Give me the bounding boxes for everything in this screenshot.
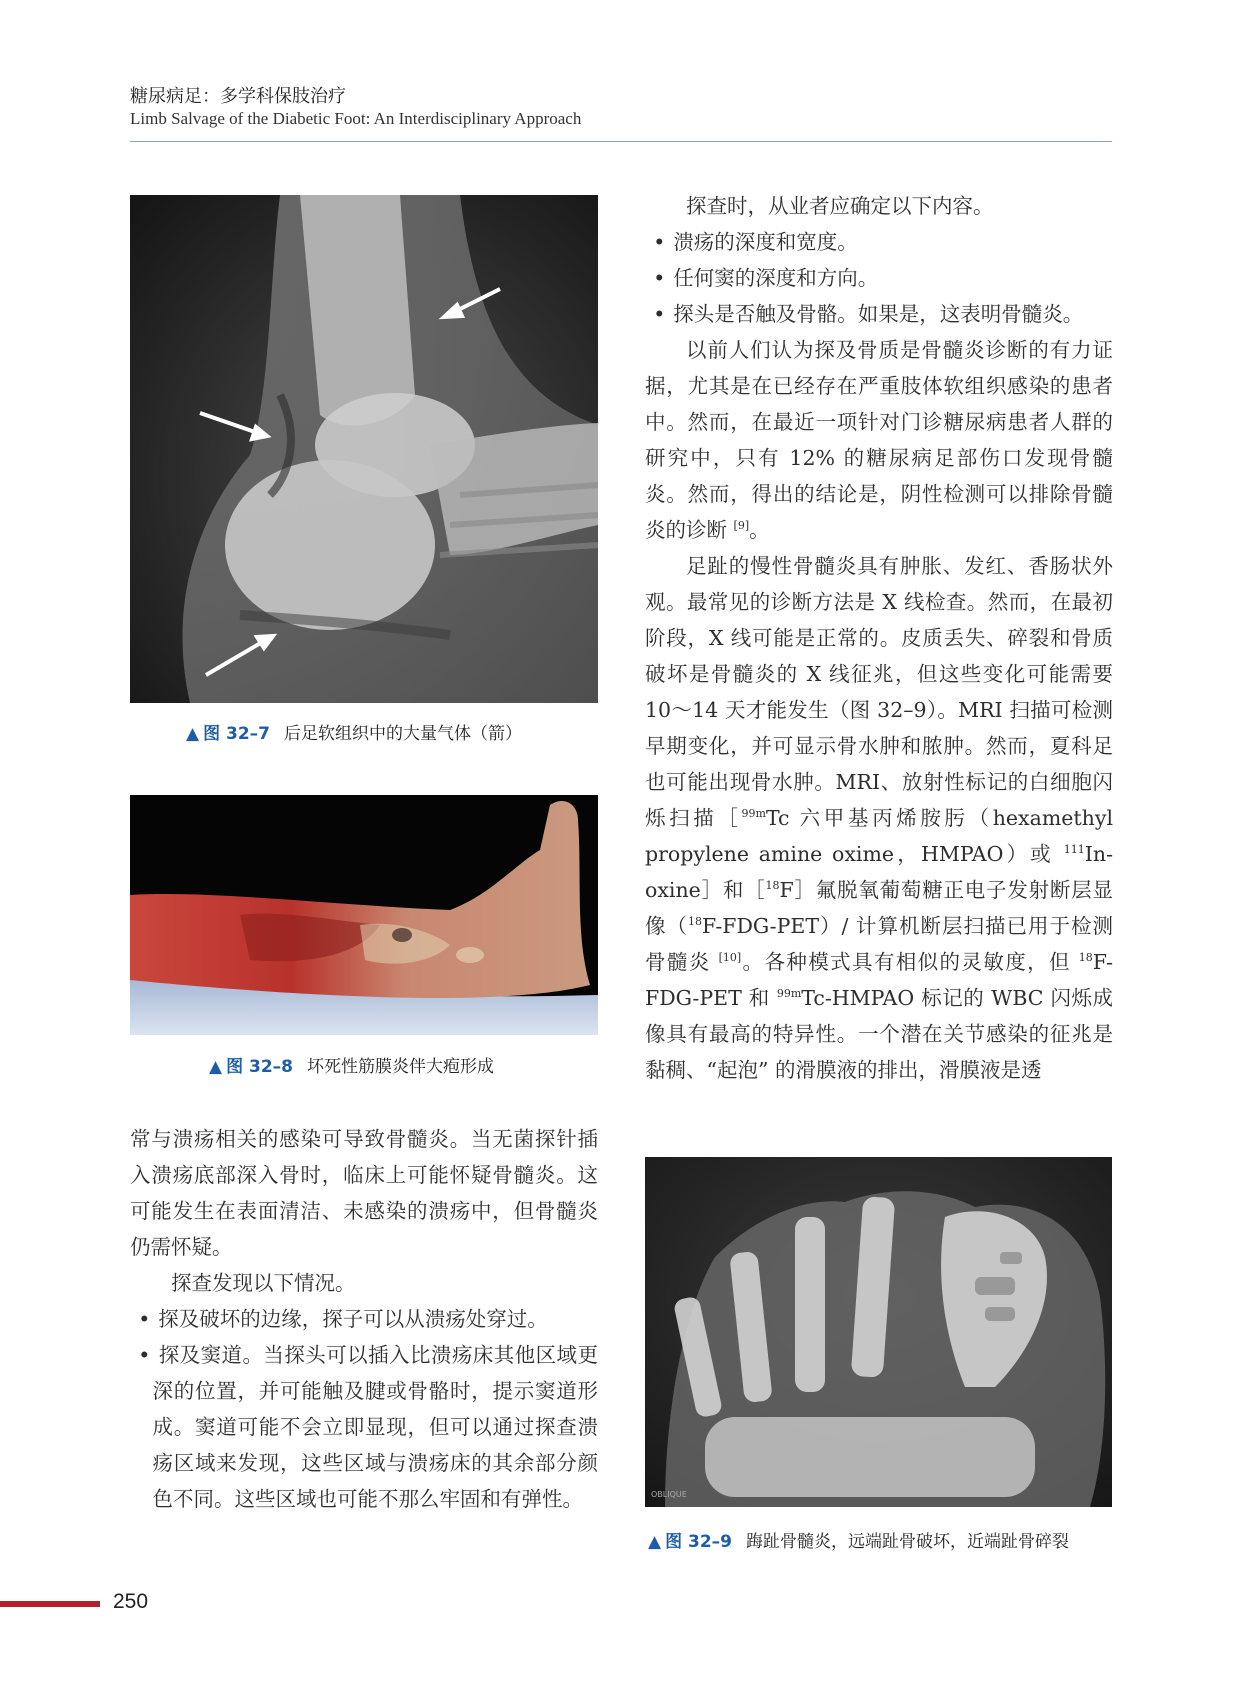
running-header-en: Limb Salvage of the Diabetic Foot: An Interdisciplinary Approach [130, 109, 582, 128]
bullet-item: • 探及破坏的边缘，探子可以从溃疡处穿过。 [130, 1301, 598, 1337]
header-divider [130, 141, 1112, 142]
xray-watermark: OBLIQUE [651, 1490, 687, 1499]
paragraph: 探查时，从业者应确定以下内容。 [686, 194, 994, 218]
bullet-item: • 探及窦道。当探头可以插入比溃疡床其他区域更深的位置，并可能触及腱或骨骼时，提示窦道形成。窦道可能不会立即显现，但可以通过探查溃疡区域来发现，这些区域与溃疡床的其余部分颜色不同。这些区域也可能不那么牢固和有弹性。 [130, 1337, 598, 1517]
figure-number: 图 32–8 [226, 1057, 293, 1077]
left-text-column [130, 1121, 598, 1517]
caption-text: 坏死性筋膜炎伴大疱形成 [306, 1057, 494, 1077]
triangle-marker-icon: ▲ [648, 1532, 662, 1552]
bullet-item: • 任何窦的深度和方向。 [645, 260, 1113, 296]
bullet-item: • 探头是否触及骨骼。如果是，这表明骨髓炎。 [645, 296, 1113, 332]
figure-32-7-caption [186, 719, 522, 744]
figure-32-8-photo [130, 795, 598, 1035]
paragraph: 以前人们认为探及骨质是骨髓炎诊断的有力证据，尤其是在已经存在严重肢体软组织感染的患者中。然而，在最近一项针对门诊糖尿病患者人群的研究中，只有 12% 的糖尿病足部伤口发现骨髓炎。然而，得出的结论是，阴性检测可以排除骨髓炎的诊断 [9]。 [645, 338, 1113, 542]
footer-accent-bar [0, 1601, 100, 1607]
paragraph: 常与溃疡相关的感染可导致骨髓炎。当无菌探针插入溃疡底部深入骨时，临床上可能怀疑骨髓炎。这可能发生在表面清洁、未感染的溃疡中，但骨髓炎仍需怀疑。 [130, 1127, 598, 1259]
leg-photo-image [130, 795, 598, 1035]
xray-hindfoot-image [130, 195, 598, 703]
figure-number: 图 32–9 [665, 1532, 732, 1552]
right-text-column [645, 188, 1113, 1088]
caption-text: 踇趾骨髓炎，远端趾骨破坏，近端趾骨碎裂 [745, 1532, 1069, 1552]
figure-number: 图 32–7 [203, 724, 270, 744]
bullet-item: • 溃疡的深度和宽度。 [645, 224, 1113, 260]
citation-ref: [10] [718, 951, 742, 965]
triangle-marker-icon: ▲ [186, 724, 200, 744]
citation-ref: [9] [733, 519, 750, 533]
figure-32-9-caption [648, 1527, 1069, 1552]
page-number: 250 [113, 1590, 149, 1613]
xray-forefoot-image [645, 1157, 1112, 1507]
paragraph: 足趾的慢性骨髓炎具有肿胀、发红、香肠状外观。最常见的诊断方法是 X 线检查。然而，在最初阶段，X 线可能是正常的。皮质丢失、碎裂和骨质破坏是骨髓炎的 X 线征兆，但这些变化可能需要 10～14 天才能发生（图 32–9）。MRI 扫描可检测早期变化，并可显示骨水肿和脓肿。然而，夏科足也可能出现骨水肿。MRI、放射性标记的白细胞闪烁扫描［$^{99m}$Tc 六甲基丙烯胺肟（hexamethyl propylene amine oxime，HMPAO）或 $^{111}$In-oxine］和［$^{18}$F］氟脱氧葡萄糖正电子发射断层显像（$^{18}$F-FDG-PET）/ 计算机断层扫描已用于检测骨髓炎 [10]。各种模式具有相似的灵敏度，但 $^{18}$F-FDG-PET 和 $^{99m}$Tc-HMPAO 标记的 WBC 闪烁成像具有最高的特异性。一个潜在关节感染的征兆是黏稠、“起泡” 的滑膜液的排出，滑膜液是透 [645, 554, 1113, 1082]
figure-32-9-xray [645, 1157, 1112, 1507]
running-header-cn: 糖尿病足：多学科保肢治疗 [130, 86, 346, 107]
triangle-marker-icon: ▲ [209, 1057, 223, 1077]
figure-32-7-xray [130, 195, 598, 703]
paragraph: 探查发现以下情况。 [171, 1271, 356, 1295]
figure-32-8-caption [209, 1052, 494, 1077]
caption-text: 后足软组织中的大量气体（箭） [283, 724, 522, 744]
